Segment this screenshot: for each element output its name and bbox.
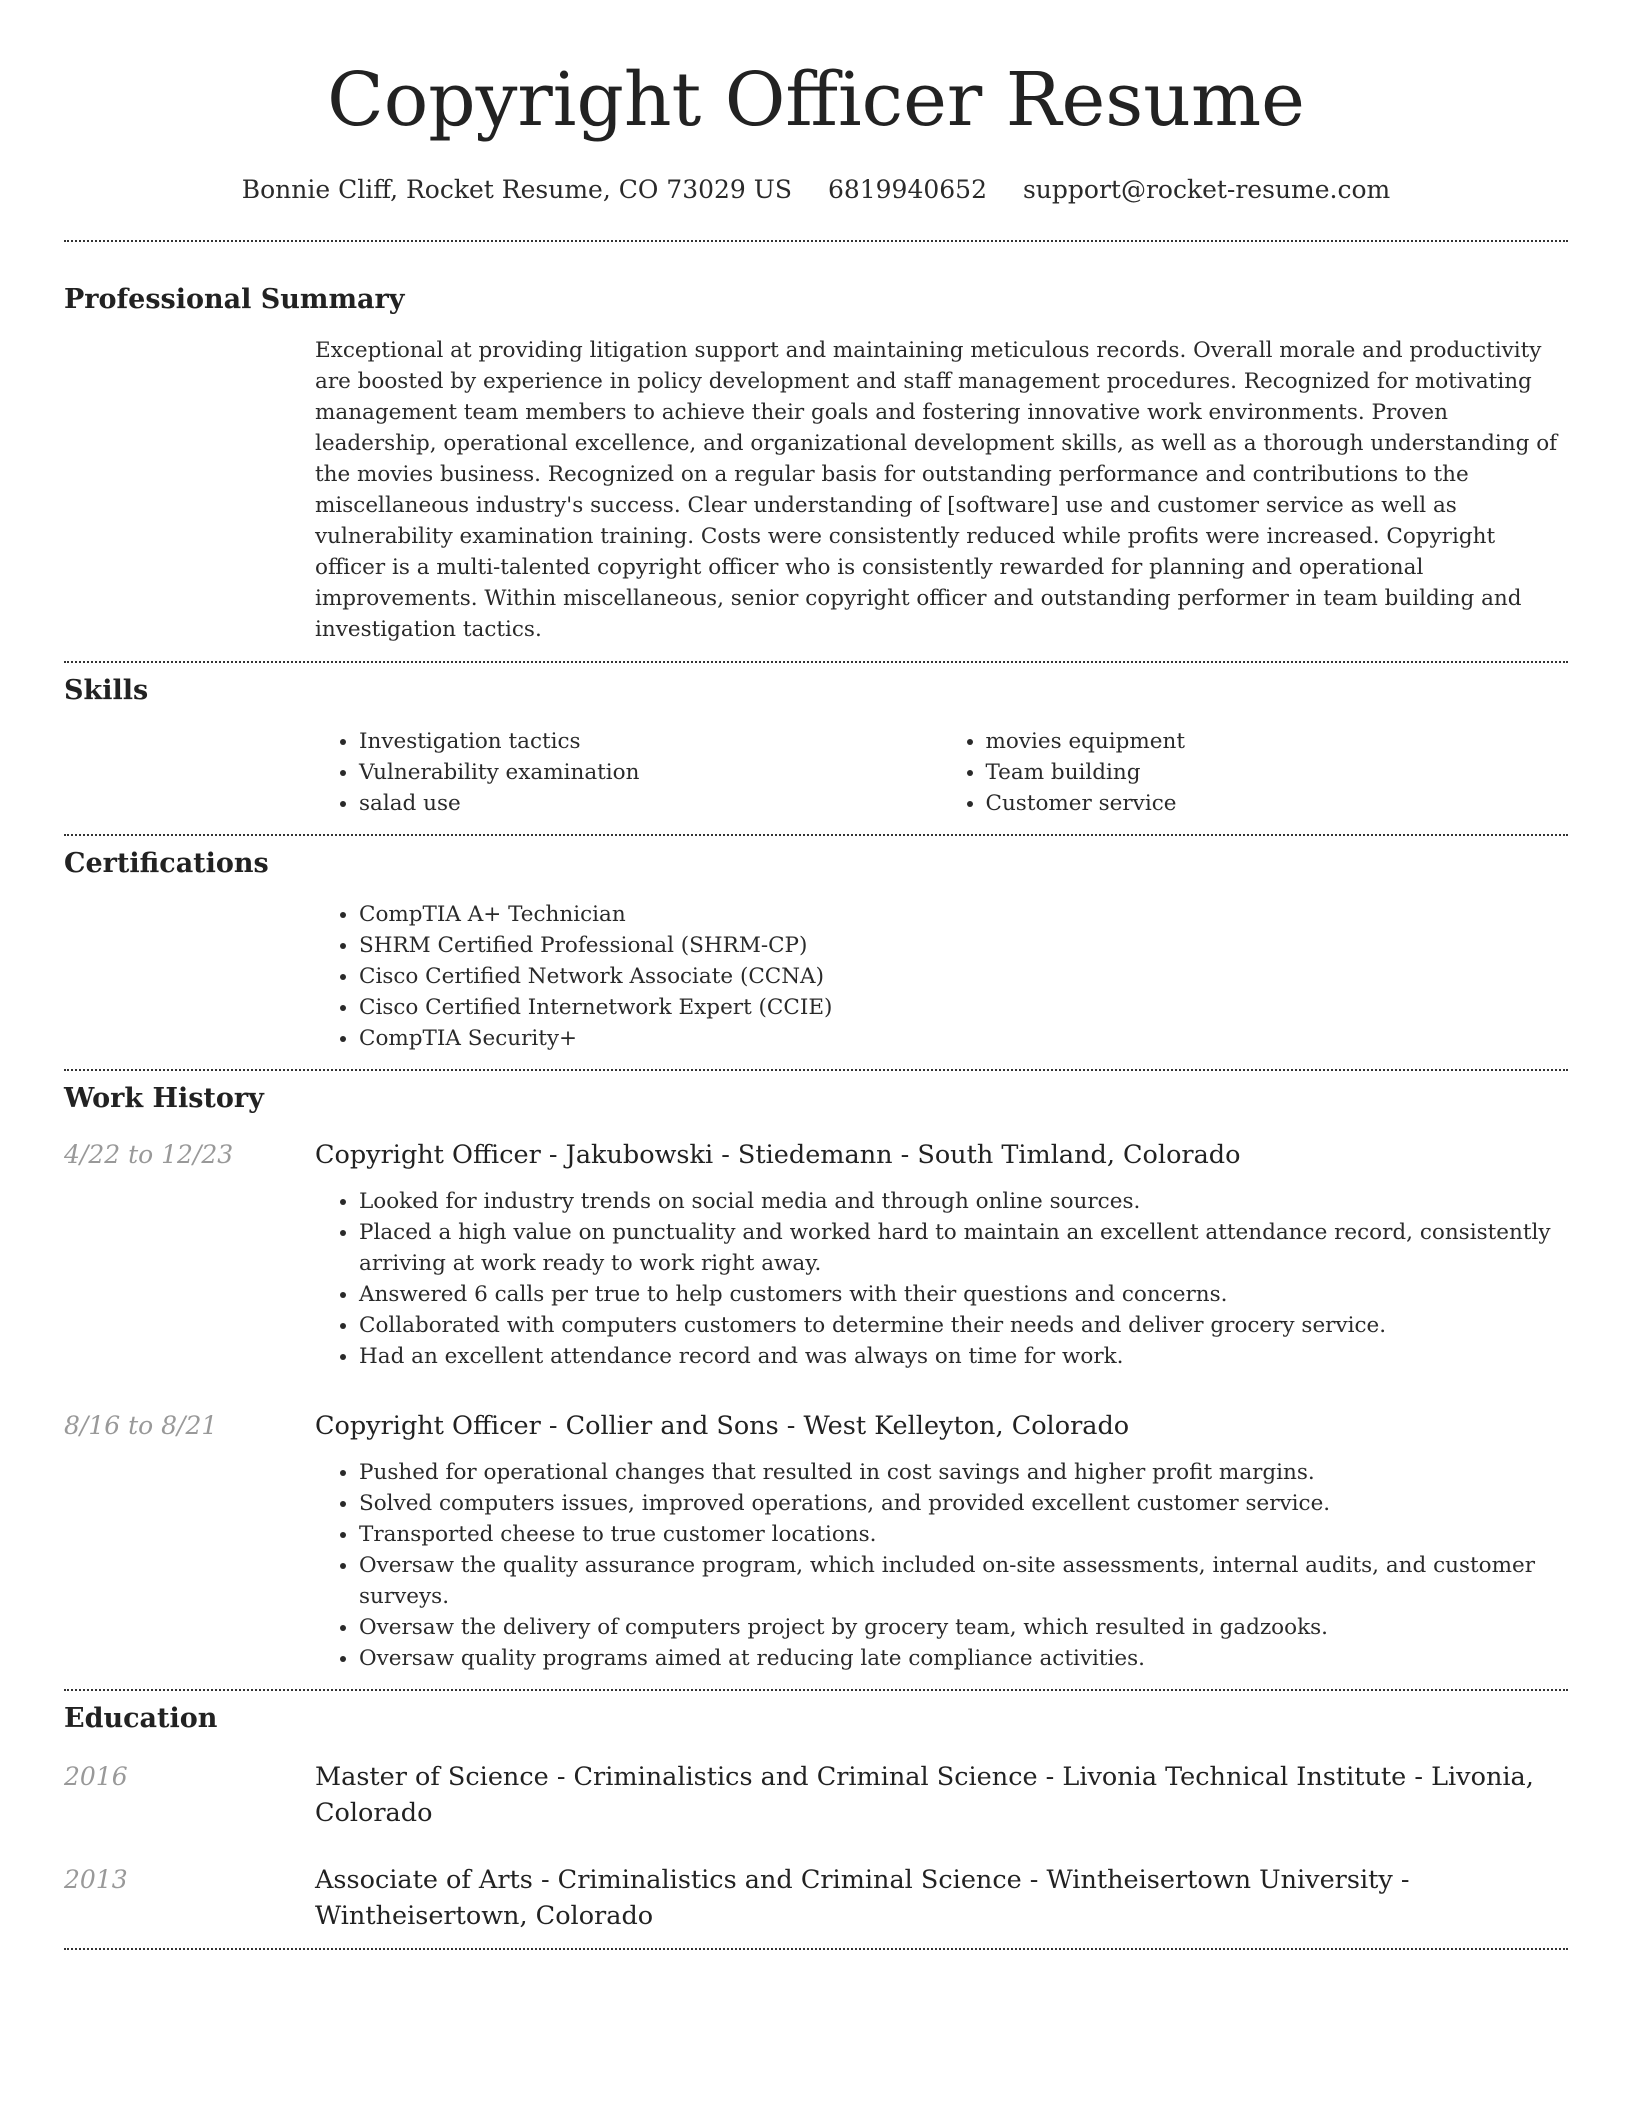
- work-section: [64, 1082, 1568, 1674]
- certification-item: • Cisco Certified Network Associate (CCNA): [359, 961, 1568, 992]
- job-bullet: • Oversaw quality programs aimed at reducing late compliance activities.: [359, 1643, 1568, 1674]
- skill-item: • Customer service: [986, 788, 1569, 819]
- skill-item: • salad use: [359, 788, 942, 819]
- contact-email: support@rocket-resume.com: [1022, 175, 1391, 204]
- divider: [64, 1948, 1568, 1950]
- certifications-section: [64, 847, 1568, 1054]
- job-bullet: • Pushed for operational changes that resulted in cost savings and higher profit margins.: [359, 1457, 1568, 1488]
- section-heading-certifications: Certifications: [64, 848, 269, 879]
- certification-item: • Cisco Certified Internetwork Expert (CCIE): [359, 992, 1568, 1023]
- summary-section: [64, 283, 1568, 645]
- job-title: Copyright Officer - Jakubowski - Stiedemann - South Timland, Colorado: [315, 1140, 1241, 1170]
- skills-section: [64, 674, 1568, 819]
- certifications-list: [315, 899, 1568, 1054]
- education-degree: Master of Science - Criminalistics and Criminal Science - Livonia Technical Institute - Livonia, Colorado: [315, 1762, 1534, 1828]
- contact-phone: 6819940652: [827, 175, 987, 204]
- divider: [64, 240, 1568, 242]
- job-bullets: [315, 1186, 1568, 1372]
- summary-text: Exceptional at providing litigation support and maintaining meticulous records. Overall morale and productivity are boosted by experience in policy development and staff management procedures. Recognized for motivating management team members to achieve their goals and fostering innovative work environments. Proven leadership, operational excellence, and organizational development skills, as well as a thorough understanding of the movies business. Recognized on a regular basis for outstanding performance and contributions to the miscellaneous industry's success. Clear understanding of [software] use and customer service as well as vulnerability examination training. Costs were consistently reduced while profits were increased. Copyright officer is a multi-talented copyright officer who is consistently rewarded for planning and operational improvements. Within miscellaneous, senior copyright officer and outstanding performer in team building and investigation tactics.: [315, 338, 1558, 642]
- skills-columns: [315, 726, 1568, 819]
- education-section: [64, 1702, 1568, 1934]
- job-bullet: • Transported cheese to true customer locations.: [359, 1519, 1568, 1550]
- job-header: [64, 1408, 1568, 1444]
- divider: [64, 834, 1568, 836]
- skill-item: • Investigation tactics: [359, 726, 942, 757]
- education-entry: [64, 1759, 1568, 1831]
- skills-list-left: [315, 726, 942, 819]
- job-bullet: • Had an excellent attendance record and was always on time for work.: [359, 1341, 1568, 1372]
- resume-page: [64, 0, 1568, 1950]
- skill-item: • movies equipment: [986, 726, 1569, 757]
- job-header: [64, 1137, 1568, 1173]
- page-title: Copyright Officer Resume: [327, 57, 1305, 143]
- job-bullet: • Placed a high value on punctuality and worked hard to maintain an excellent attendance record, consistently arriving at work ready to work right away.: [359, 1217, 1568, 1279]
- skill-item: • Team building: [986, 757, 1569, 788]
- certification-item: • CompTIA A+ Technician: [359, 899, 1568, 930]
- certification-item: • SHRM Certified Professional (SHRM-CP): [359, 930, 1568, 961]
- job-bullet: • Answered 6 calls per true to help customers with their questions and concerns.: [359, 1279, 1568, 1310]
- section-heading-education: Education: [64, 1703, 218, 1734]
- divider: [64, 1689, 1568, 1691]
- contact-line: [64, 174, 1568, 206]
- education-degree: Associate of Arts - Criminalistics and Criminal Science - Wintheisertown University - Wintheisertown, Colorado: [315, 1865, 1410, 1931]
- job-bullet: • Oversaw the delivery of computers project by grocery team, which resulted in gadzooks.: [359, 1612, 1568, 1643]
- education-entry: [64, 1862, 1568, 1934]
- job-bullets: [315, 1457, 1568, 1674]
- job-bullet: • Solved computers issues, improved operations, and provided excellent customer service.: [359, 1488, 1568, 1519]
- education-year: 2013: [64, 1865, 128, 1894]
- divider: [64, 1069, 1568, 1071]
- job-dates: 8/16 to 8/21: [64, 1411, 218, 1440]
- skills-list-right: [942, 726, 1569, 819]
- job-bullet: • Oversaw the quality assurance program, which included on-site assessments, internal audits, and customer surveys.: [359, 1550, 1568, 1612]
- job-bullet: • Looked for industry trends on social media and through online sources.: [359, 1186, 1568, 1217]
- job-entry: [64, 1137, 1568, 1372]
- job-bullet: • Collaborated with computers customers to determine their needs and deliver grocery service.: [359, 1310, 1568, 1341]
- section-heading-work: Work History: [64, 1083, 264, 1114]
- education-year: 2016: [64, 1762, 128, 1791]
- certification-item: • CompTIA Security+: [359, 1023, 1568, 1054]
- skill-item: • Vulnerability examination: [359, 757, 942, 788]
- contact-address: Bonnie Cliff, Rocket Resume, CO 73029 US: [241, 175, 792, 204]
- section-heading-skills: Skills: [64, 675, 149, 706]
- job-dates: 4/22 to 12/23: [64, 1140, 234, 1169]
- section-heading-summary: Professional Summary: [64, 284, 405, 315]
- divider: [64, 661, 1568, 663]
- job-entry: [64, 1408, 1568, 1674]
- job-title: Copyright Officer - Collier and Sons - West Kelleyton, Colorado: [315, 1411, 1130, 1441]
